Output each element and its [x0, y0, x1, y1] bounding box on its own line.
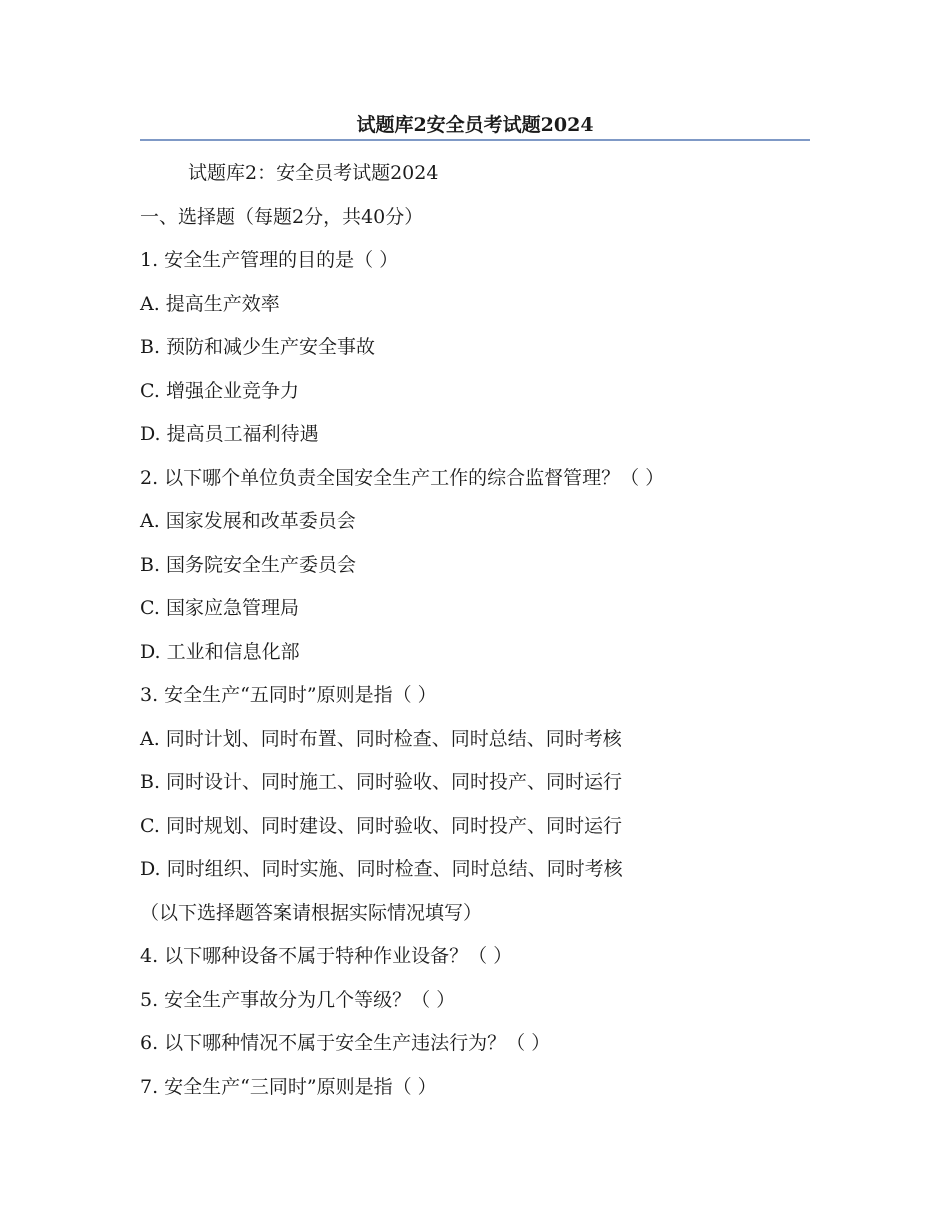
question-2: 2. 以下哪个单位负责全国安全生产工作的综合监督管理？（ ） [140, 466, 665, 489]
question-1-option-b: B. 预防和减少生产安全事故 [140, 336, 376, 358]
question-2-option-c: C. 国家应急管理局 [140, 597, 299, 619]
header-divider [140, 139, 810, 141]
question-1-option-d: D. 提高员工福利待遇 [140, 423, 319, 445]
document-subtitle: 试题库2：安全员考试题2024 [188, 162, 439, 184]
document-body [140, 152, 820, 1109]
question-5: 5. 安全生产事故分为几个等级？（ ） [140, 988, 456, 1011]
question-4: 4. 以下哪种设备不属于特种作业设备？（ ） [140, 945, 513, 967]
question-2-option-d: D. 工业和信息化部 [140, 640, 300, 663]
question-3-option-b: B. 同时设计、同时施工、同时验收、同时投产、同时运行 [140, 771, 623, 793]
question-1-option-a: A. 提高生产效率 [140, 292, 280, 315]
question-3-option-c: C. 同时规划、同时建设、同时验收、同时投产、同时运行 [140, 814, 622, 837]
question-1: 1. 安全生产管理的目的是（ ） [140, 249, 399, 271]
question-3-option-d: D. 同时组织、同时实施、同时检查、同时总结、同时考核 [140, 858, 623, 880]
question-3-option-a: A. 同时计划、同时布置、同时检查、同时总结、同时考核 [140, 727, 622, 750]
question-2-option-b: B. 国务院安全生产委员会 [140, 553, 357, 576]
page-title: 试题库2安全员考试题2024 [356, 114, 594, 136]
section-heading: 一、选择题（每题2分，共40分） [140, 205, 424, 228]
answer-note: （以下选择题答案请根据实际情况填写） [140, 901, 483, 924]
question-2-option-a: A. 国家发展和改革委员会 [140, 510, 356, 532]
question-3: 3. 安全生产“五同时”原则是指（ ） [140, 684, 437, 706]
question-7: 7. 安全生产“三同时”原则是指（ ） [140, 1075, 437, 1098]
question-1-option-c: C. 增强企业竞争力 [140, 379, 299, 402]
question-6: 6. 以下哪种情况不属于安全生产违法行为？（ ） [140, 1032, 551, 1054]
